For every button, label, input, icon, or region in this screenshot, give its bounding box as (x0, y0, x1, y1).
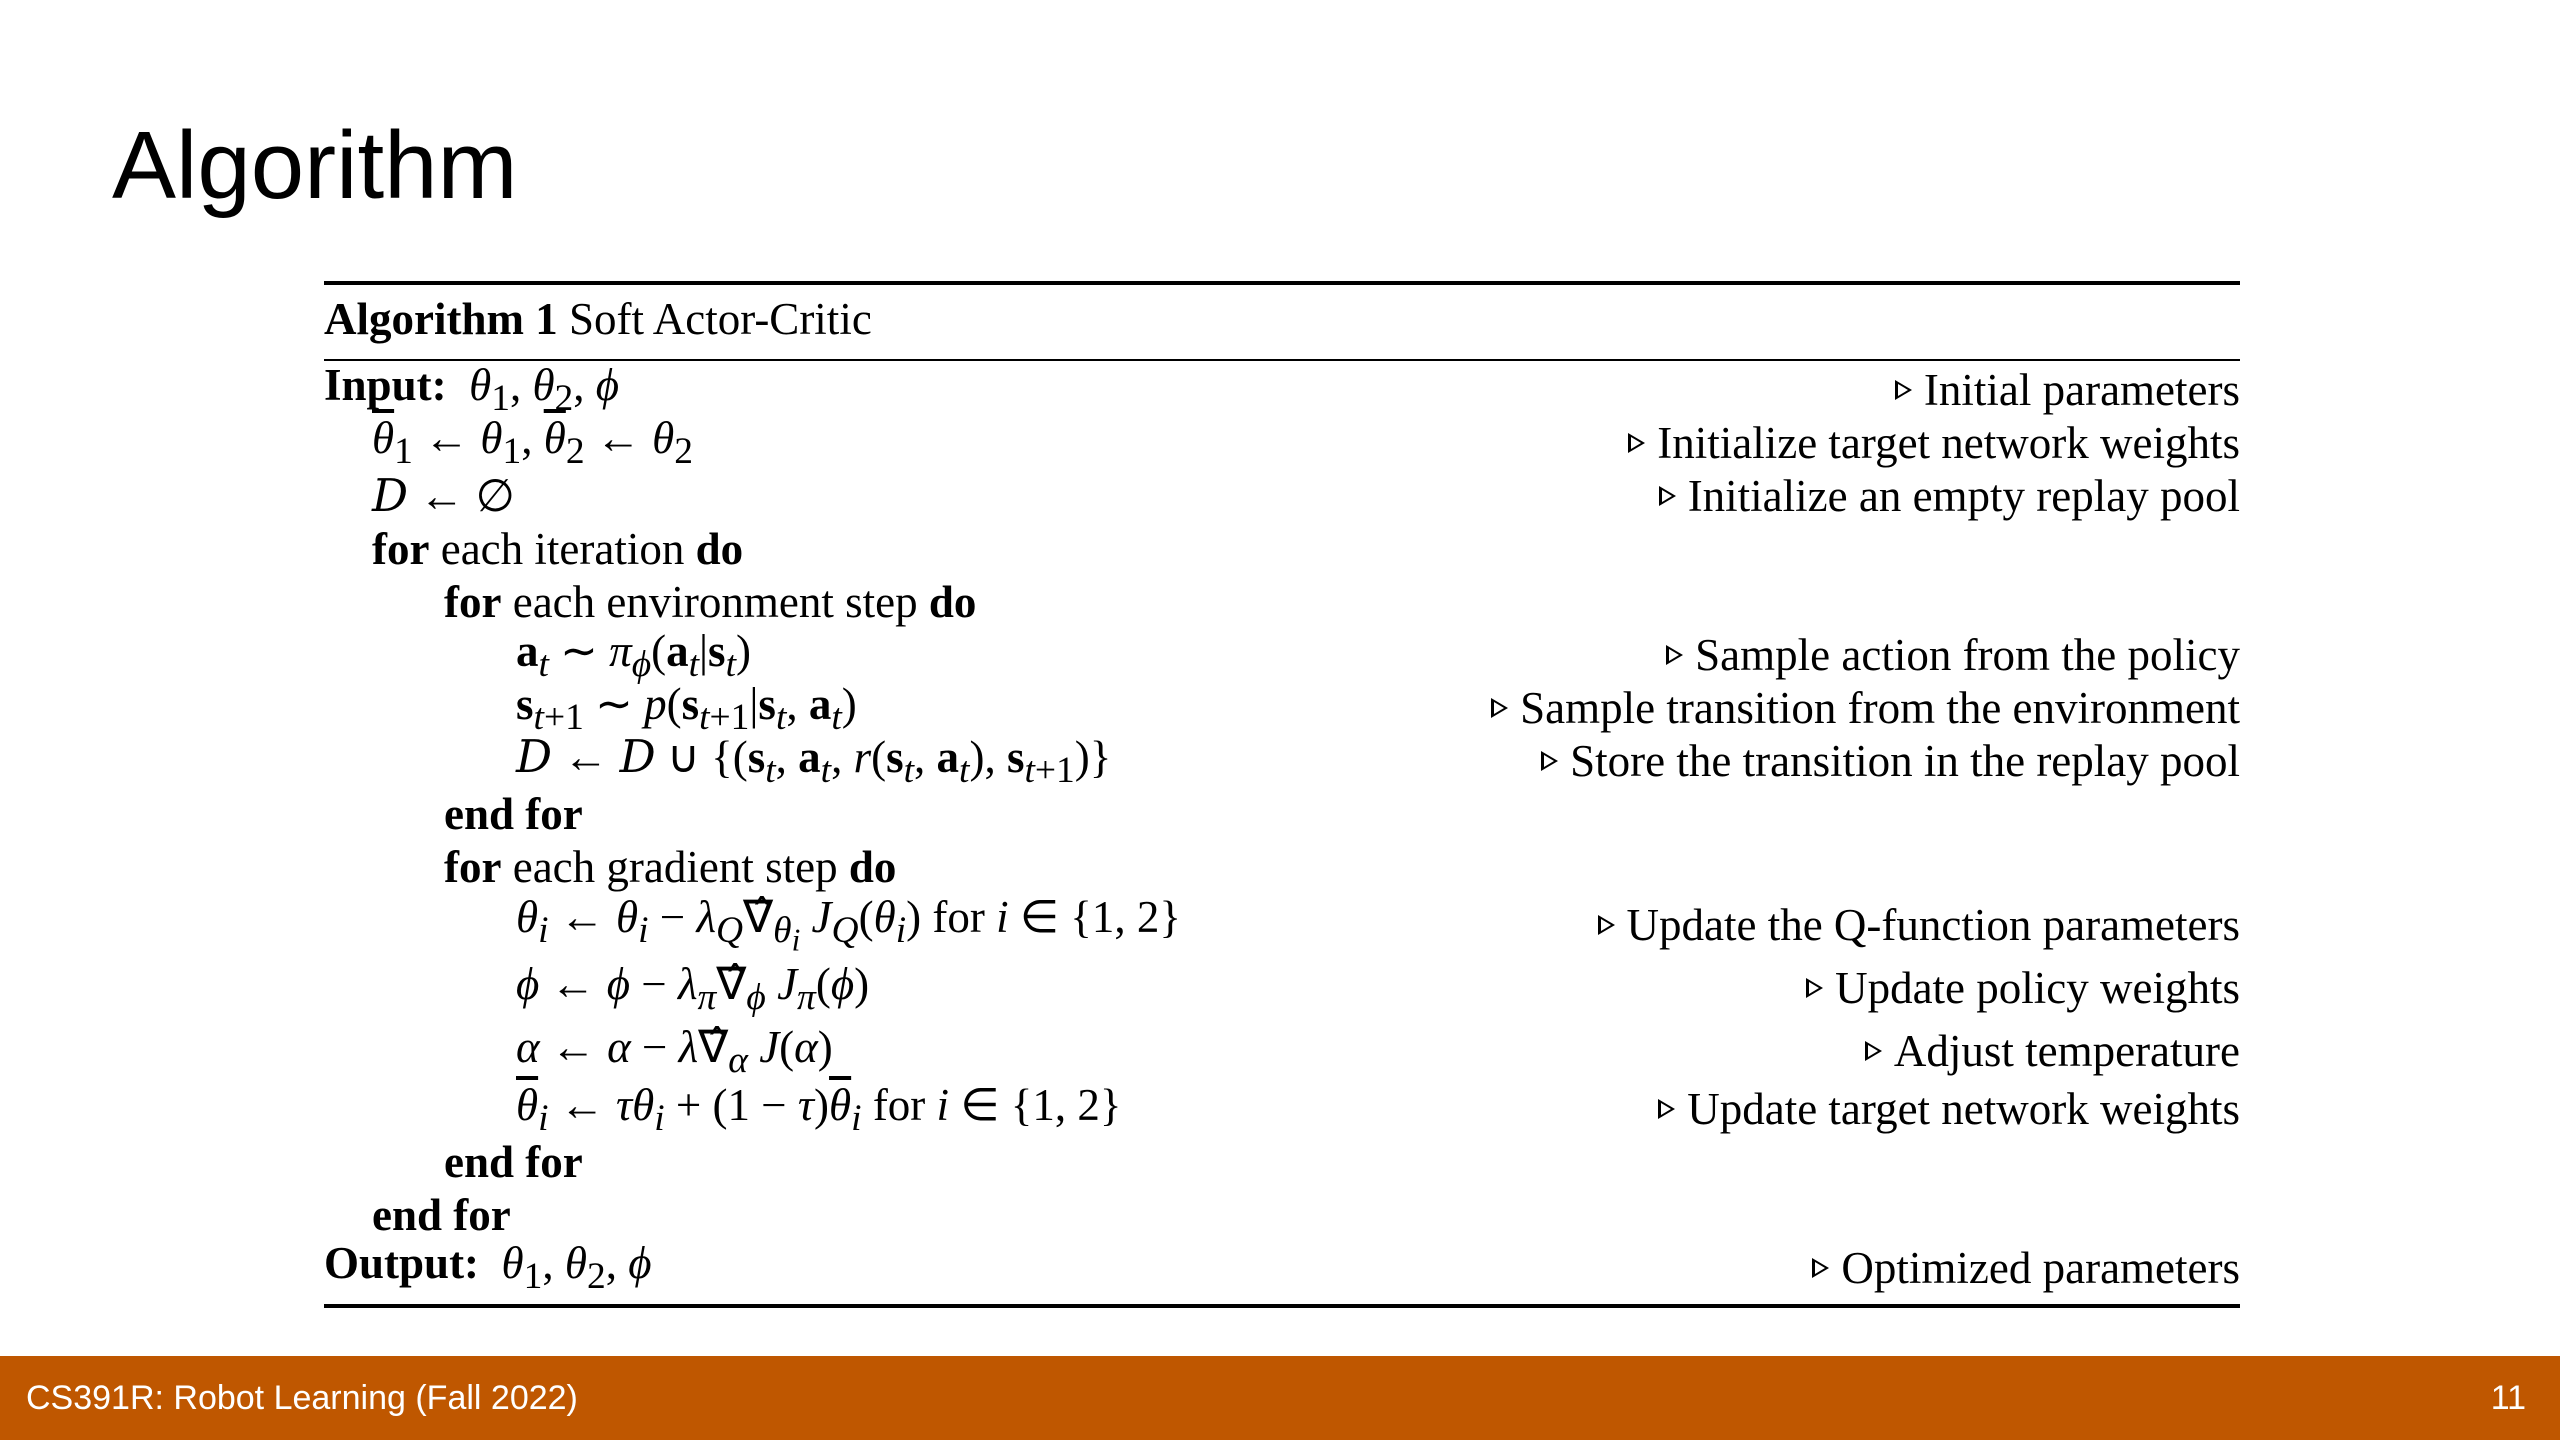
algo-line-end-for-outer (324, 1188, 2240, 1241)
algo-code: ϕ ← $\phi - \lambda_\pi\nablâ_\phi$ $J_\pi(\phi)$ (516, 958, 870, 1018)
triangle-marker-icon (1812, 1258, 1829, 1278)
triangle-marker-icon (1806, 978, 1823, 998)
algo-code: $\overline{\theta}_1$ ← $\theta_1$, $\overline{\theta}_2$ ← $\theta_2$ (372, 413, 693, 472)
algo-line-update-target (324, 1079, 2240, 1139)
algo-line-for-gradient-step (324, 840, 2240, 893)
triangle-marker-icon (1666, 645, 1683, 665)
algo-comment: Sample action from the policy (1666, 629, 2240, 681)
algo-code: $\theta_i$ ← $\theta_i$ − $\lambda_Q\nablâ_{\theta_i}$ $J_Q(\theta_i)$ for i ∈ {1, 2} (516, 892, 1182, 958)
algo-code: α ← $\alpha - \lambda\nablâ_\alpha$ J(α) (516, 1021, 833, 1081)
footer-course-title: CS391R: Robot Learning (Fall 2022) (26, 1379, 578, 1417)
algo-line-init-pool (324, 469, 2240, 522)
algo-comment: Sample transition from the environment (1491, 682, 2240, 734)
algorithm-box (324, 281, 2240, 1308)
algo-line-update-q (324, 893, 2240, 956)
algo-line-for-env-step (324, 575, 2240, 628)
algorithm-label: Algorithm 1 (324, 294, 558, 344)
algo-code: Output: $\theta_1$, $\theta_2$, ϕ (324, 1238, 652, 1297)
algo-code: end for (444, 788, 583, 839)
triangle-marker-icon (1895, 380, 1912, 400)
triangle-marker-icon (1658, 1099, 1675, 1119)
algo-line-for-iteration (324, 522, 2240, 575)
footer-bar (0, 1356, 2560, 1440)
bottom-rule (324, 1304, 2240, 1308)
algo-line-store-transition (324, 729, 2240, 791)
algo-comment: Update target network weights (1658, 1083, 2240, 1135)
algo-code: $a_t$ ∼ $\pi_\phi(a_t|s_t)$ (516, 625, 751, 685)
algorithm-header (324, 291, 2240, 347)
algo-code: $s_{t+1}$ ∼ $p(s_{t+1}|s_t$, $a_t$) (516, 678, 857, 738)
algo-code: D ← ∅ (372, 469, 515, 522)
algo-code: Input: $\theta_1$, $\theta_2$, ϕ (324, 360, 620, 419)
algo-line-update-policy (324, 956, 2240, 1019)
algo-comment: Initial parameters (1895, 364, 2240, 416)
algo-line-adjust-temperature (324, 1019, 2240, 1082)
page-number: 11 (2490, 1379, 2526, 1417)
algo-comment: Initialize target network weights (1628, 417, 2240, 469)
triangle-marker-icon (1598, 915, 1615, 935)
algo-comment: Adjust temperature (1865, 1025, 2240, 1077)
triangle-marker-icon (1541, 751, 1558, 771)
algo-line-sample-action (324, 625, 2240, 685)
algo-line-end-for-inner-1 (324, 787, 2240, 840)
algo-code: D ← D ∪ {($s_t$, $a_t$, $r(s_t$, $a_t$), $s_{t+1}$)} (516, 729, 1112, 791)
algo-comment: Initialize an empty replay pool (1659, 470, 2240, 522)
algo-line-end-for-inner-2 (324, 1135, 2240, 1188)
algo-code: $\overline{\theta}_i$ ← $\tau\theta_i + (1 - \tau)\overline{\theta}_i$ for i ∈ {1, 2} (516, 1079, 1122, 1139)
triangle-marker-icon (1865, 1041, 1882, 1061)
triangle-marker-icon (1659, 486, 1676, 506)
triangle-marker-icon (1491, 698, 1508, 718)
algorithm-lines (324, 360, 2240, 1297)
algo-comment: Update the Q-function parameters (1598, 899, 2241, 951)
triangle-marker-icon (1628, 433, 1645, 453)
algo-line-input (324, 360, 2240, 419)
algo-comment: Optimized parameters (1812, 1242, 2240, 1294)
algorithm-name: Soft Actor-Critic (568, 294, 872, 344)
algo-code: end for (444, 1136, 583, 1187)
algo-comment: Update policy weights (1806, 962, 2240, 1014)
algo-line-output (324, 1238, 2240, 1297)
top-rule (324, 281, 2240, 285)
algo-code: for each iteration do (372, 523, 744, 574)
algo-line-sample-transition (324, 678, 2240, 738)
algo-code: end for (372, 1189, 511, 1240)
algo-comment: Store the transition in the replay pool (1541, 735, 2240, 787)
algo-code: for each gradient step do (444, 841, 897, 892)
algo-line-init-target (324, 413, 2240, 472)
algo-code: for each environment step do (444, 576, 977, 627)
slide-title: Algorithm (112, 112, 518, 219)
